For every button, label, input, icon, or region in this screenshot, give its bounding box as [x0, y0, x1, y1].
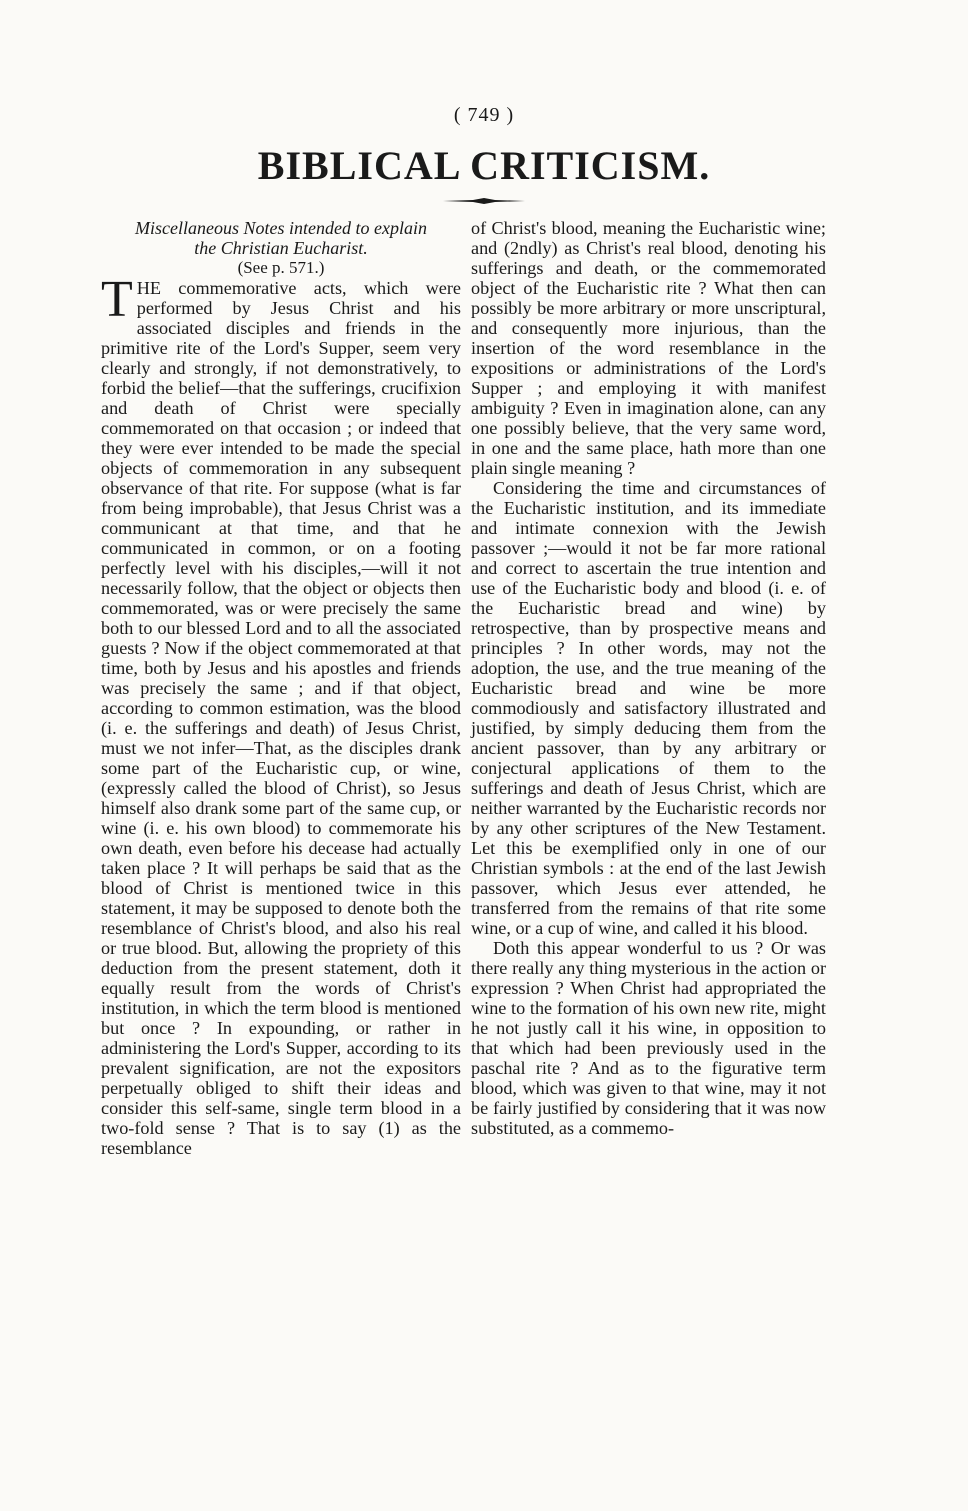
article-title-line2: the Christian Eucharist.	[194, 238, 368, 258]
left-column	[101, 218, 461, 1158]
body-paragraph-3: Doth this appear wonderful to us ? Or was there really any thing mysterious in the action or expression ? When Christ had appropriated the wine to the formation of his own new rite, might he not justly call it his wine, in opposition to that which had been previously used in the paschal rite ? And as to the figurative term blood, which was given to that wine, may it not be fairly justified by considering that it was now substituted, as a commemo-	[471, 938, 826, 1138]
body-paragraph-1-text: HE commemorative acts, which were performed by Jesus Christ and his associated disciples and friends in the primitive rite of the Lord's Supper, seem very clearly and strongly, if not demonstratively, to forbid the belief—that the sufferings, crucifixion and death of Christ were specially commemorated on that occasion ; or indeed that they were ever intended to be made the special objects of commemoration in any subsequent observance of that rite. For suppose (what is far from being improbable), that Jesus Christ was a communicant at that time, and that he communicated in common, or on a footing perfectly level with his disciples,—will it not necessarily follow, that the object or objects then commemorated, was or were precisely the same both to our blessed Lord and to all the associated guests ? Now if the object commemorated at that time, both by Jesus and his apostles and friends was precisely the same ; and if that object, according to common estimation, was the blood (i. e. the sufferings and death) of Jesus Christ, must we not infer—That, as the disciples drank some part of the Eucharistic cup, or wine, (expressly called the blood of Christ), so Jesus himself also drank some part of the same cup, or wine (i. e. his own blood) to commemorate his own death, even before his decease had actually taken place ? It will perhaps be said that as the blood of Christ is mentioned twice in this statement, it may be supposed to denote both the resemblance of Christ's blood, and also his real or true blood. But, allowing the propriety of this deduction from the present statement, doth it equally result from the words of Christ's institution, in which the term blood is mentioned but once ? In expounding, or rather in administering the Lord's Supper, according to its prevalent signification, are not the expositors perpetually obliged to shift their ideas and consider this self-same, single term blood in a two-fold sense ? That is to say (1) as the resemblance	[101, 278, 461, 1158]
body-paragraph-2: Considering the time and circumstances of the Eucharistic institution, and its immediate and intimate connexion with the Jewish passover ;—would it not be far more rational and correct to ascertain the true intention and use of the Eucharistic body and blood (i. e. of the Eucharistic bread and wine) by retrospective, than by prospective means and principles ? In other words, may not the adoption, the use, and the true meaning of the Eucharistic bread and wine be more commodiously and satisfactory illustrated and justified, by simply deducing them from the ancient passover, than by any arbitrary or conjectural applications of them to the sufferings and death of Jesus Christ, which are neither warranted by the Eucharistic records nor by any other scriptures of the New Testament. Let this be exemplified only in one of our Christian symbols : at the end of the last Jewish passover, which Jesus ever attended, he transferred from the remains of that rite some wine, or a cup of wine, and called it his blood.	[471, 478, 826, 938]
title-rule-ornament	[443, 198, 525, 204]
see-reference: (See p. 571.)	[237, 258, 325, 277]
article-title-line1: Miscellaneous Notes intended to explain	[135, 218, 427, 238]
drop-cap: T	[101, 271, 133, 328]
right-column	[471, 218, 826, 1138]
page-title: BIBLICAL CRITICISM.	[257, 143, 711, 188]
body-paragraph-1-continued: of Christ's blood, meaning the Eucharistic wine; and (2ndly) as Christ's real blood, denoting his sufferings and death, or the commemorated object of the Eucharistic rite ? What then can possibly be more arbitrary or more unscriptural, and consequently more injurious, than the insertion of the word resemblance in the expositions or administrations of the Lord's Supper ; and employing it with manifest ambiguity ? Even in imagination alone, can any one possibly believe, that the very same word, in one and the same place, hath more than one plain single meaning ?	[471, 218, 826, 478]
page-number: ( 749 )	[453, 104, 515, 126]
body-paragraph-1	[101, 271, 461, 1158]
